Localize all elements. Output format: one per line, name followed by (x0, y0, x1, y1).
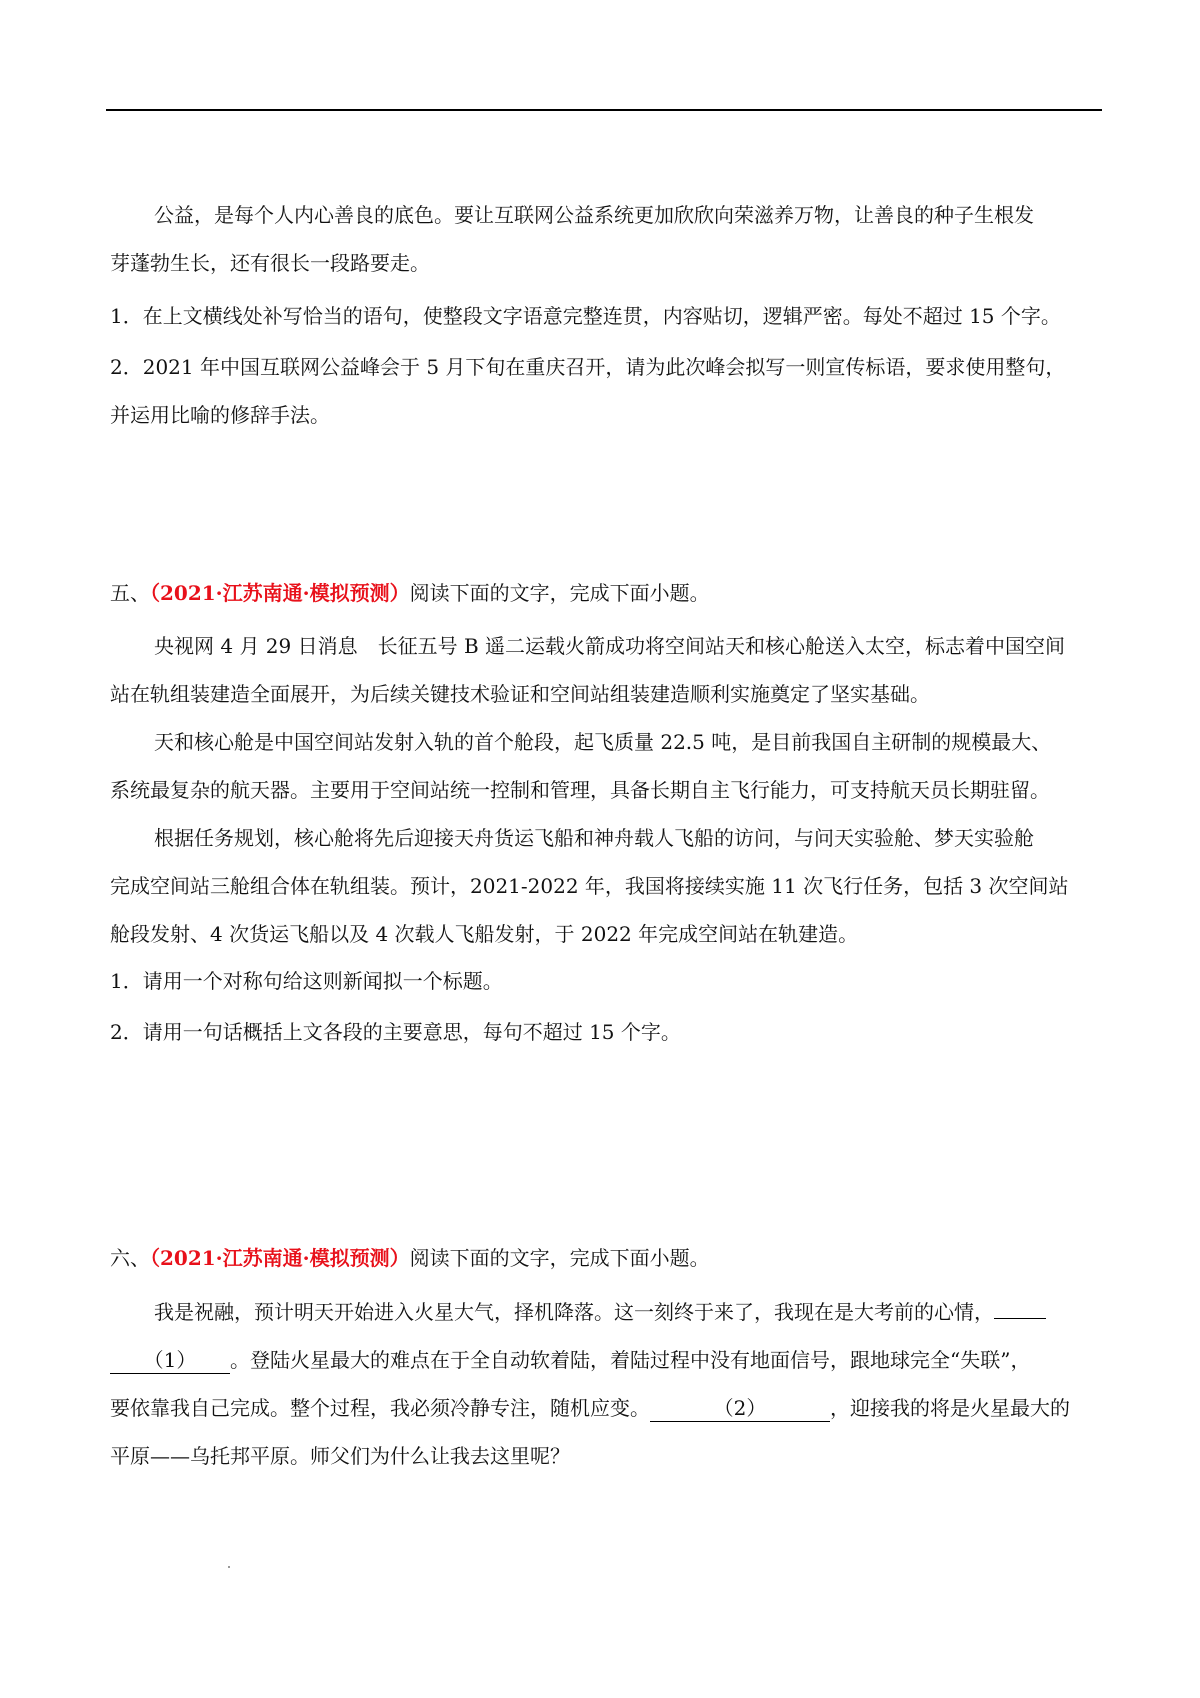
section-6-heading (110, 1241, 1100, 1275)
source-tag: （2021·江苏南通·模拟预测） (150, 581, 410, 605)
section-5-passage (110, 629, 1100, 951)
paragraph-line: 系统最复杂的航天器。主要用于空间站统一控制和管理，具备长期自主飞行能力，可支持航天员长期驻留。 (110, 778, 1050, 802)
section-instruction: 阅读下面的文字，完成下面小题。 (409, 581, 710, 605)
passage-text: ，迎接我的将是火星最大的 (830, 1396, 1070, 1420)
question-1: 1．在上文横线处补写恰当的语句，使整段文字语意完整连贯，内容贴切，逻辑严密。每处不超过 15 个字。 (110, 304, 1061, 328)
passage-text: 。登陆火星最大的难点在于全自动软着陆，着陆过程中没有地面信号，跟地球完全“失联”， (230, 1348, 1031, 1372)
fill-blank-line (994, 1318, 1046, 1319)
question-2: 2．请用一句话概括上文各段的主要意思，每句不超过 15 个字。 (110, 1020, 681, 1044)
question-2-continued: 并运用比喻的修辞手法。 (110, 403, 330, 427)
paragraph-line: 根据任务规划，核心舱将先后迎接天舟货运飞船和神舟载人飞船的访问，与问天实验舱、梦天实验舱 (154, 826, 1034, 850)
section-4-questions (110, 299, 1100, 432)
question-1: 1．请用一个对称句给这则新闻拟一个标题。 (110, 969, 503, 993)
paragraph-line: 芽蓬勃生长，还有很长一段路要走。 (110, 251, 430, 275)
paragraph-line (110, 1295, 1100, 1329)
paragraph-line: 完成空间站三舱组合体在轨组装。预计，2021-2022 年，我国将接续实施 11 次飞行任务，包括 3 次空间站 (110, 874, 1069, 898)
source-tag: （2021·江苏南通·模拟预测） (150, 1246, 410, 1270)
passage-text: 要依靠我自己完成。整个过程，我必须冷静专注，随机应变。 (110, 1396, 650, 1420)
passage-text: 我是祝融，预计明天开始进入火星大气，择机降落。这一刻终于来了，我现在是大考前的心情， (154, 1300, 994, 1324)
section-instruction: 阅读下面的文字，完成下面小题。 (409, 1246, 710, 1270)
paragraph-line: 站在轨组装建造全面展开，为后续关键技术验证和空间站组装建造顺利实施奠定了坚实基础。 (110, 682, 930, 706)
section-5-heading (110, 576, 1100, 610)
paragraph-line: 平原——乌托邦平原。师父们为什么让我去这里呢？ (110, 1444, 570, 1468)
fill-blank-1: （1） (110, 1347, 230, 1374)
paragraph-line (110, 1391, 1100, 1425)
section-number: 五、 (110, 581, 150, 605)
section-heading (110, 1241, 1100, 1275)
section-number: 六、 (110, 1246, 150, 1270)
paragraph-line: 公益，是每个人内心善良的底色。要让互联网公益系统更加欣欣向荣滋养万物，让善良的种子生根发 (154, 203, 1034, 227)
section-5-questions (110, 964, 1100, 1049)
section-6-passage (110, 1295, 1100, 1473)
paragraph-line (110, 1343, 1100, 1377)
paragraph-line: 央视网 4 月 29 日消息 长征五号 B 遥二运载火箭成功将空间站天和核心舱送入太空，标志着中国空间 (154, 634, 1066, 658)
paragraph-line: 舱段发射、4 次货运飞船以及 4 次载人飞船发射，于 2022 年完成空间站在轨建造。 (110, 922, 859, 946)
section-4-paragraph (110, 198, 1100, 280)
scan-dot (228, 1566, 230, 1568)
fill-blank-2: （2） (650, 1395, 830, 1422)
question-2: 2．2021 年中国互联网公益峰会于 5 月下旬在重庆召开，请为此次峰会拟写一则宣传标语，要求使用整句， (110, 355, 1066, 379)
section-heading (110, 576, 1100, 610)
top-horizontal-rule (106, 109, 1102, 111)
paragraph-line: 天和核心舱是中国空间站发射入轨的首个舱段，起飞质量 22.5 吨，是目前我国自主研制的规模最大、 (154, 730, 1052, 754)
